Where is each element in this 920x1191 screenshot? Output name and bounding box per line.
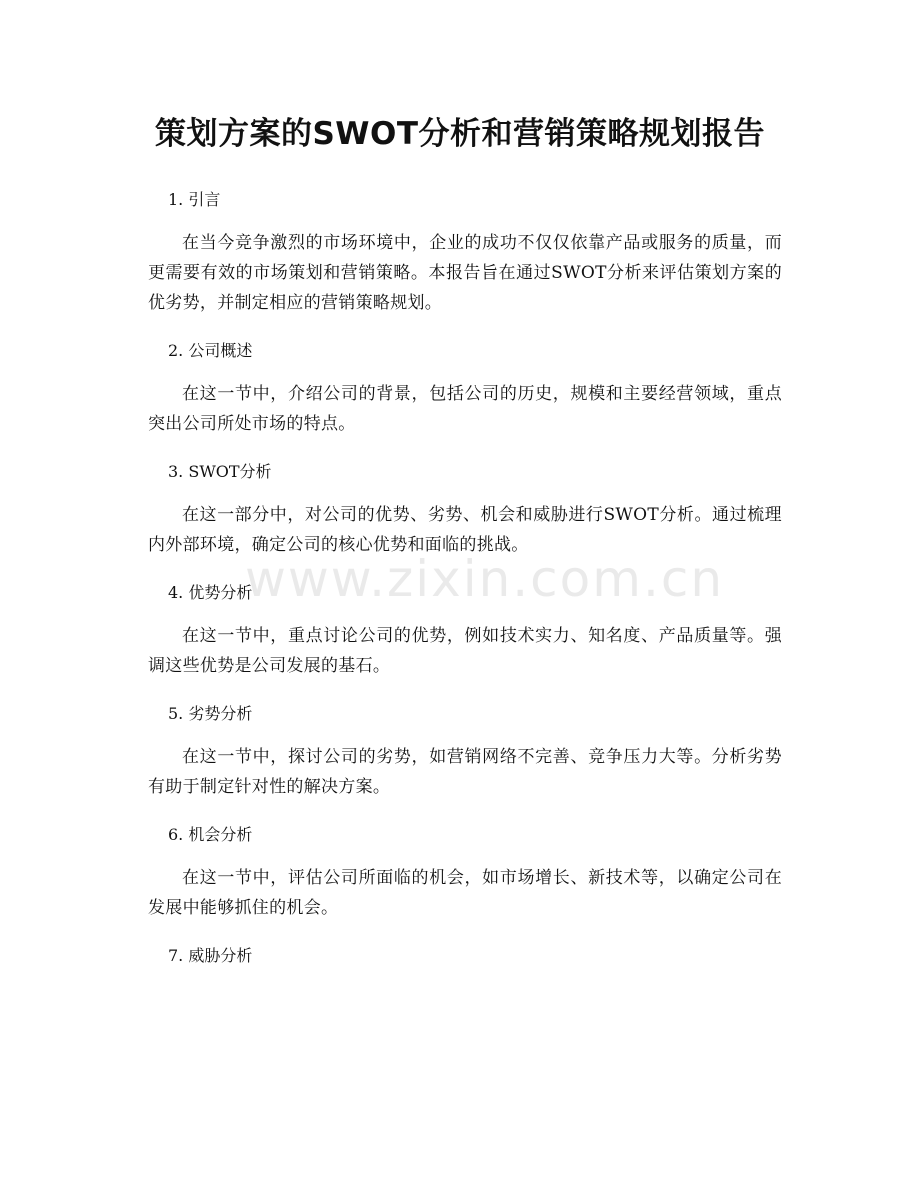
section-paragraph-swot-analysis: 在这一部分中，对公司的优势、劣势、机会和威胁进行SWOT分析。通过梳理内外部环境，确定公司的核心优势和面临的挑战。 (148, 505, 782, 555)
section-paragraph-company-overview: 在这一节中，介绍公司的背景，包括公司的历史，规模和主要经营领域，重点突出公司所处市场的特点。 (148, 384, 782, 434)
section-heading-strengths: 4. 优势分析 (168, 583, 253, 602)
section-paragraph-introduction: 在当今竞争激烈的市场环境中，企业的成功不仅仅依靠产品或服务的质量，而更需要有效的市场策划和营销策略。本报告旨在通过SWOT分析来评估策划方案的优劣势，并制定相应的营销策略规划。 (148, 233, 782, 313)
document-title: 策划方案的SWOT分析和营销策略规划报告 (154, 116, 766, 152)
section-heading-company-overview: 2. 公司概述 (168, 341, 253, 360)
section-heading-threats: 7. 威胁分析 (168, 946, 253, 965)
document-body (148, 186, 782, 984)
section-paragraph-strengths: 在这一节中，重点讨论公司的优势，例如技术实力、知名度、产品质量等。强调这些优势是公司发展的基石。 (148, 626, 782, 676)
watermark: www.zixin.com.cn (245, 550, 725, 608)
section-heading-opportunities: 6. 机会分析 (168, 825, 253, 844)
section-paragraph-weaknesses: 在这一节中，探讨公司的劣势，如营销网络不完善、竞争压力大等。分析劣势有助于制定针对性的解决方案。 (148, 747, 782, 797)
section-heading-weaknesses: 5. 劣势分析 (168, 704, 253, 723)
section-heading-swot-analysis: 3. SWOT分析 (168, 462, 272, 481)
section-heading-introduction: 1. 引言 (168, 190, 221, 209)
section-paragraph-opportunities: 在这一节中，评估公司所面临的机会，如市场增长、新技术等，以确定公司在发展中能够抓住的机会。 (148, 868, 782, 918)
